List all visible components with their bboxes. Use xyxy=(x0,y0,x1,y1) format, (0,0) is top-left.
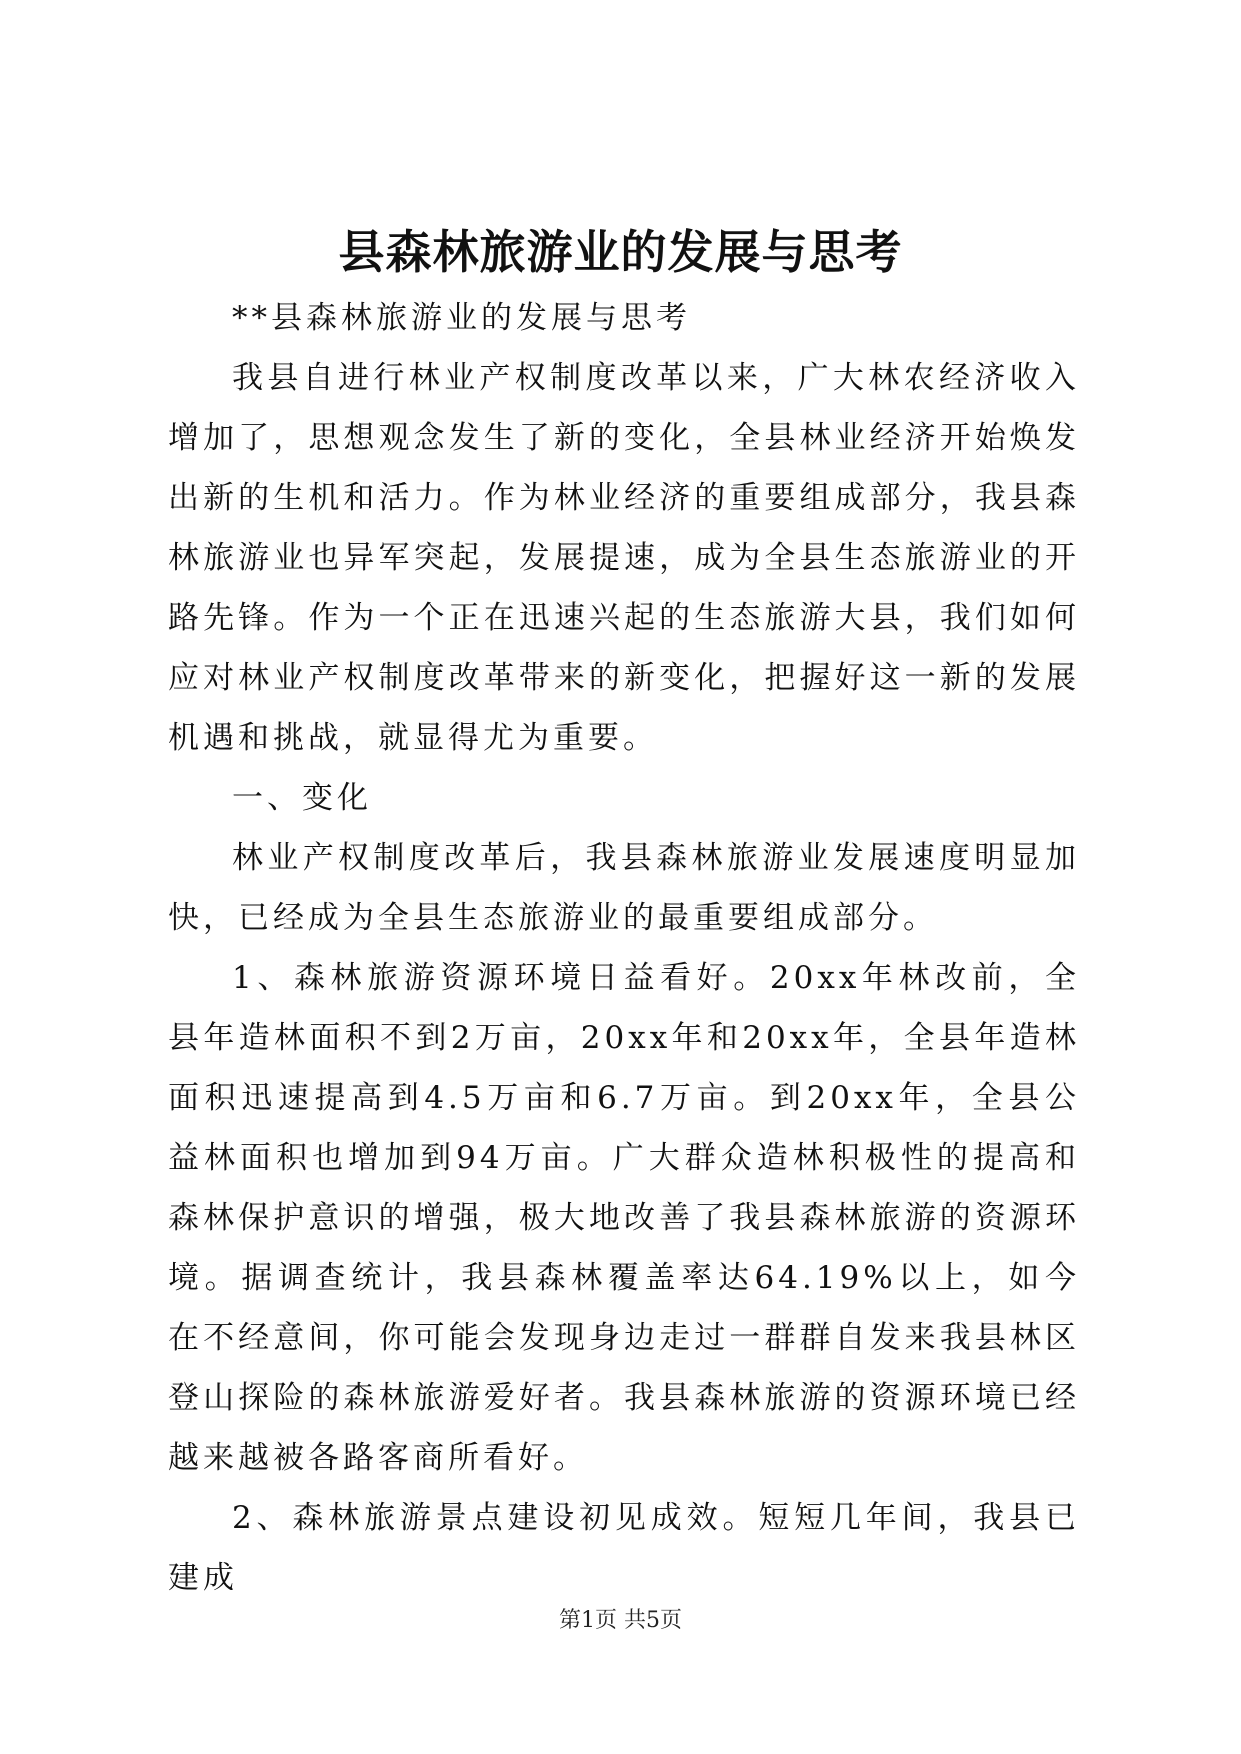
document-body xyxy=(168,288,1080,1608)
document-title: 县森林旅游业的发展与思考 xyxy=(338,225,903,279)
page-footer: 第1页 共5页 xyxy=(559,1608,682,1633)
paragraph-point-1: 1、森林旅游资源环境日益看好。20xx年林改前，全县年造林面积不到2万亩，20xx年和20xx年，全县年造林面积迅速提高到4.5万亩和6.7万亩。到20xx年，全县公益林面积也增加到94万亩。广大群众造林积极性的提高和森林保护意识的增强，极大地改善了我县森林旅游的资源环境。据调查统计，我县森林覆盖率达64.19%以上，如今在不经意间，你可能会发现身边走过一群群自发来我县林区登山探险的森林旅游爱好者。我县森林旅游的资源环境已经越来越被各路客商所看好。 xyxy=(168,960,1080,1476)
paragraph-subtitle: **县森林旅游业的发展与思考 xyxy=(232,300,691,336)
section-heading-changes: 一、变化 xyxy=(232,780,372,816)
paragraph-changes-summary: 林业产权制度改革后，我县森林旅游业发展速度明显加快，已经成为全县生态旅游业的最重要组成部分。 xyxy=(168,840,1080,936)
paragraph-intro: 我县自进行林业产权制度改革以来，广大林农经济收入增加了，思想观念发生了新的变化，全县林业经济开始焕发出新的生机和活力。作为林业经济的重要组成部分，我县森林旅游业也异军突起，发展提速，成为全县生态旅游业的开路先锋。作为一个正在迅速兴起的生态旅游大县，我们如何应对林业产权制度改革带来的新变化，把握好这一新的发展机遇和挑战，就显得尤为重要。 xyxy=(168,360,1080,756)
paragraph-point-2: 2、森林旅游景点建设初见成效。短短几年间，我县已建成 xyxy=(168,1500,1080,1596)
